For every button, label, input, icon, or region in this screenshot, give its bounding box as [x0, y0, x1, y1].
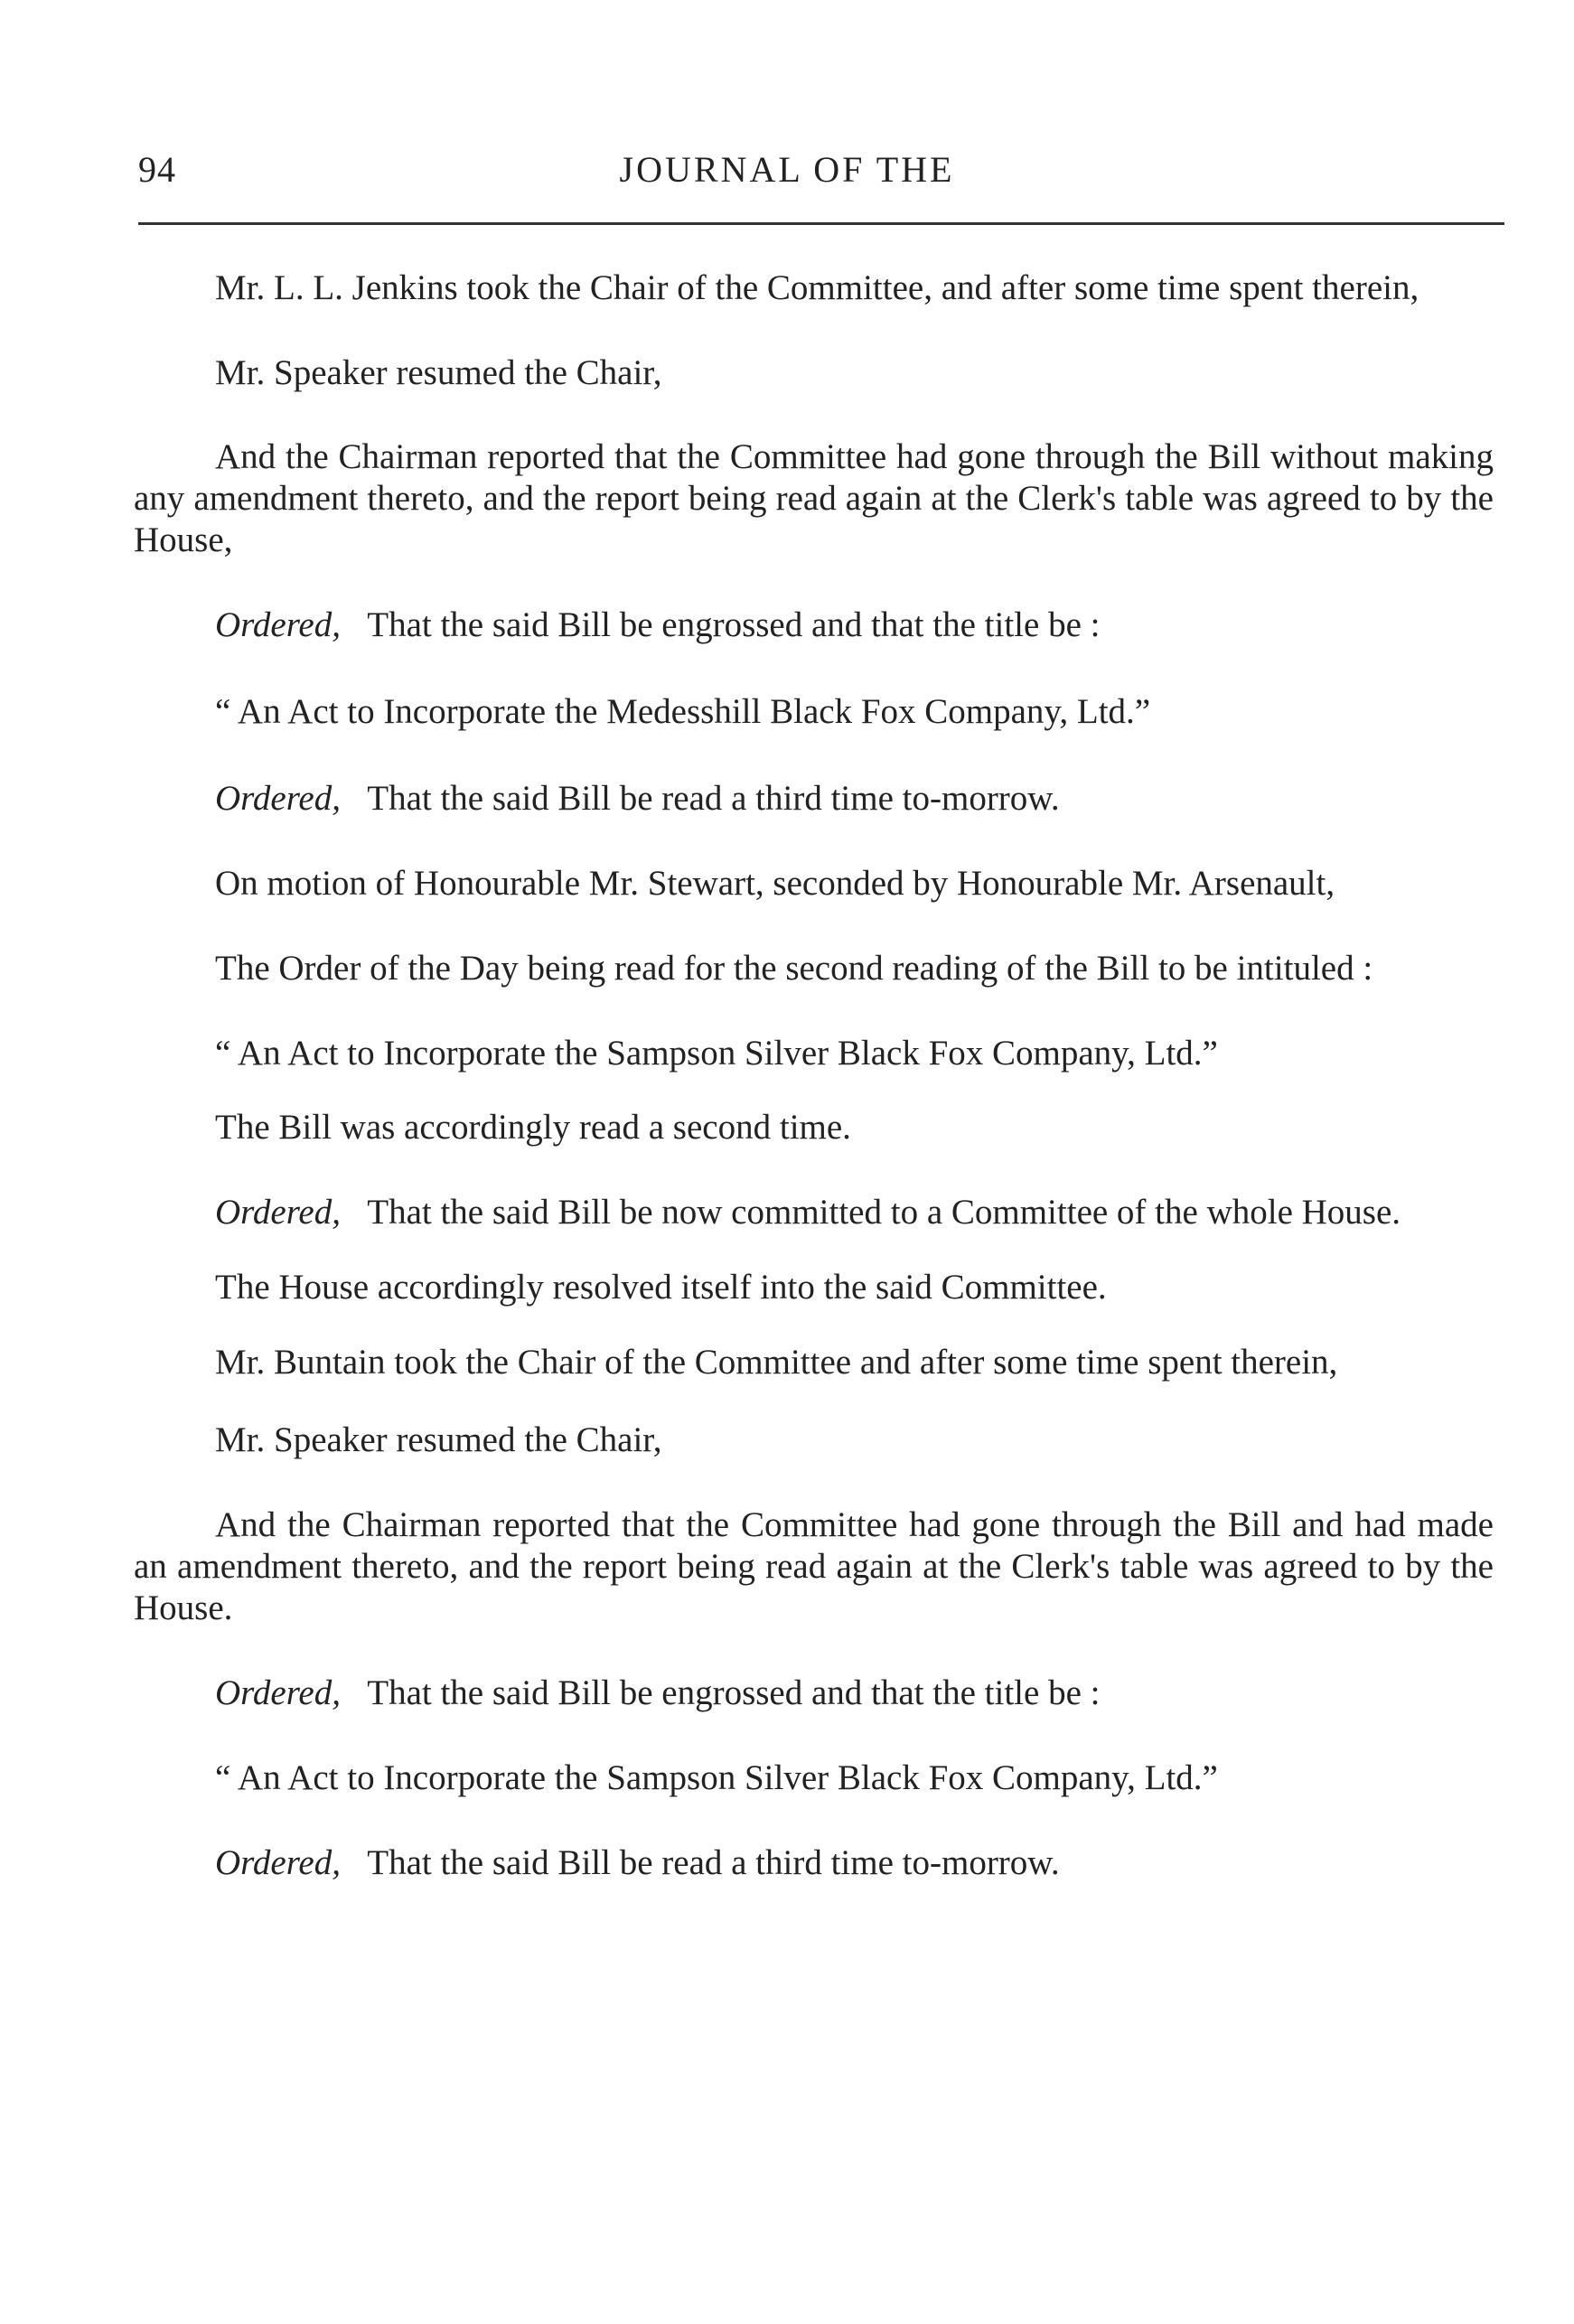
paragraph-text: That the said Bill be read a third time to-morrow. — [367, 1843, 1060, 1882]
paragraph-committee-chair — [134, 1342, 1494, 1383]
paragraph-ordered-engrossed — [134, 604, 1494, 646]
paragraph-chairman-report — [134, 1504, 1494, 1629]
paragraph-text: That the said Bill be engrossed and that the title be : — [367, 1673, 1101, 1712]
paragraph-chairman-report — [134, 436, 1494, 561]
ordered-label: Ordered, — [215, 1843, 341, 1882]
paragraph-text: The Order of the Day being read for the second reading of the Bill to be intituled : — [215, 949, 1373, 988]
paragraph-text: The Bill was accordingly read a second time. — [215, 1108, 851, 1147]
paragraph-text: On motion of Honourable Mr. Stewart, seconded by Honourable Mr. Arsenault, — [215, 864, 1335, 903]
paragraph-text: That the said Bill be engrossed and that the title be : — [367, 605, 1101, 644]
paragraph-act-title — [134, 1033, 1494, 1074]
paragraph-text: Mr. Speaker resumed the Chair, — [215, 1420, 662, 1459]
paragraph-second-reading — [134, 1107, 1494, 1148]
paragraph-text: “ An Act to Incorporate the Medesshill Black Fox Company, Ltd.” — [215, 692, 1151, 731]
paragraph-text: And the Chairman reported that the Committee had gone through the Bill without making any amendment thereto, and the report being read again at the Clerk's table was agreed to by the House, — [134, 437, 1494, 559]
header-rule — [138, 222, 1504, 225]
paragraph-text: “ An Act to Incorporate the Sampson Silver Black Fox Company, Ltd.” — [215, 1758, 1218, 1797]
paragraph-text: That the said Bill be now committed to a Committee of the whole House. — [367, 1193, 1401, 1232]
paragraph-text: Mr. Buntain took the Chair of the Committee and after some time spent therein, — [215, 1343, 1338, 1382]
paragraph-order-of-day — [134, 948, 1494, 989]
paragraph-motion — [134, 863, 1494, 904]
paragraph-text: That the said Bill be read a third time to-morrow. — [367, 779, 1060, 818]
paragraph-text: Mr. Speaker resumed the Chair, — [215, 353, 662, 392]
paragraph-speaker-resumed — [134, 1420, 1494, 1461]
paragraph-house-resolved — [134, 1267, 1494, 1308]
ordered-label: Ordered, — [215, 1193, 341, 1232]
paragraph-committee-chair — [134, 267, 1494, 309]
paragraph-text: “ An Act to Incorporate the Sampson Silver Black Fox Company, Ltd.” — [215, 1034, 1218, 1073]
journal-body — [134, 267, 1494, 1884]
paragraph-ordered-committed — [134, 1192, 1494, 1233]
paragraph-ordered-engrossed — [134, 1673, 1494, 1714]
paragraph-text: Mr. L. L. Jenkins took the Chair of the Committee, and after some time spent therein, — [215, 268, 1419, 307]
page-number: 94 — [138, 149, 176, 190]
ordered-label: Ordered, — [215, 1673, 341, 1712]
paragraph-act-title — [134, 691, 1494, 733]
ordered-label: Ordered, — [215, 779, 341, 818]
paragraph-ordered-third-reading — [134, 1842, 1494, 1884]
paragraph-act-title — [134, 1757, 1494, 1799]
paragraph-speaker-resumed — [134, 352, 1494, 394]
paragraph-text: The House accordingly resolved itself into the said Committee. — [215, 1268, 1107, 1307]
running-head: JOURNAL OF THE — [619, 149, 955, 190]
paragraph-ordered-third-reading — [134, 778, 1494, 820]
ordered-label: Ordered, — [215, 605, 341, 644]
paragraph-text: And the Chairman reported that the Committee had gone through the Bill and had made an amendment thereto, and the report being read again at the Clerk's table was agreed to by the House. — [134, 1505, 1494, 1627]
